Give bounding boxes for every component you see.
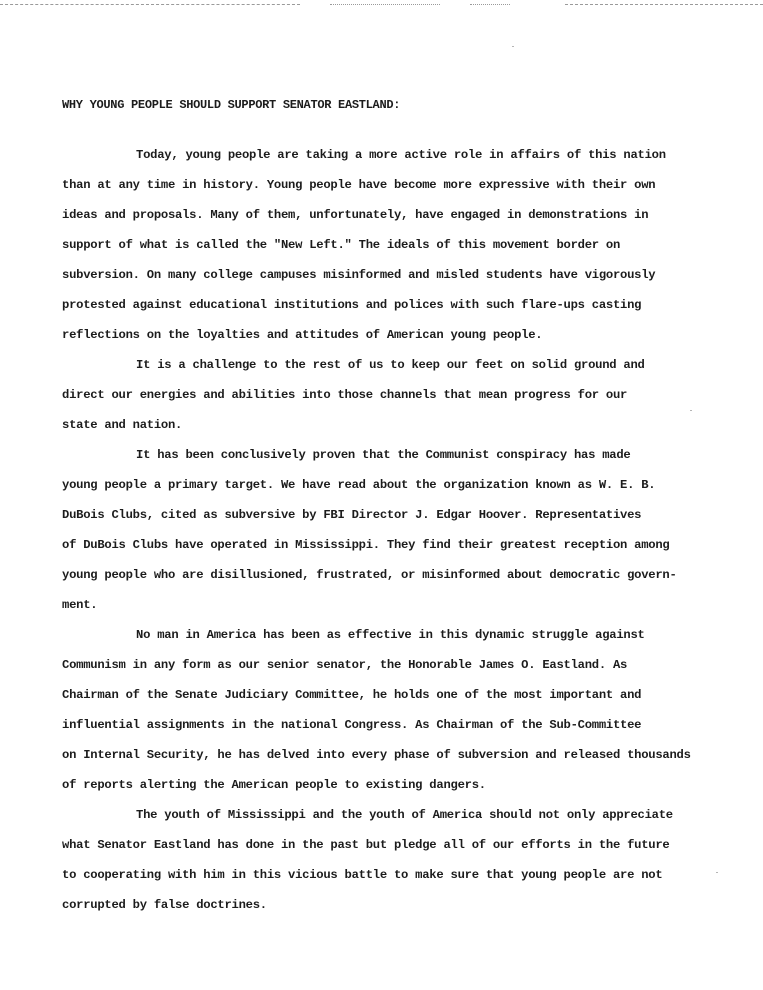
text-line: corrupted by false doctrines. — [62, 898, 267, 912]
text-line: No man in America has been as effective in this dynamic struggle against — [136, 628, 645, 642]
text-line: DuBois Clubs, cited as subversive by FBI Director J. Edgar Hoover. Representatives — [62, 508, 642, 522]
text-line: ideas and proposals. Many of them, unfortunately, have engaged in demonstrations in — [62, 208, 649, 222]
text-line: than at any time in history. Young people have become more expressive with their own — [62, 178, 656, 192]
document-title: WHY YOUNG PEOPLE SHOULD SUPPORT SENATOR EASTLAND: — [62, 98, 401, 112]
text-line: to cooperating with him in this vicious battle to make sure that young people are not — [62, 868, 663, 882]
text-line: It has been conclusively proven that the Communist conspiracy has made — [136, 448, 631, 462]
text-line: support of what is called the "New Left." The ideals of this movement border on — [62, 238, 621, 252]
text-line: of reports alerting the American people to existing dangers. — [62, 778, 486, 792]
text-line: protested against educational institutions and polices with such flare-ups casting — [62, 298, 642, 312]
text-line: on Internal Security, he has delved into every phase of subversion and released thousands — [62, 748, 691, 762]
text-line: what Senator Eastland has done in the past but pledge all of our efforts in the future — [62, 838, 670, 852]
text-line: The youth of Mississippi and the youth of America should not only appreciate — [136, 808, 673, 822]
paragraph-youth-pledge — [62, 800, 732, 920]
scan-edge-artifact — [470, 4, 510, 5]
text-line: subversion. On many college campuses misinformed and misled students have vigorously — [62, 268, 656, 282]
scan-edge-artifact — [565, 4, 763, 5]
text-line: young people a primary target. We have read about the organization known as W. E. B. — [62, 478, 656, 492]
text-line: reflections on the loyalties and attitudes of American young people. — [62, 328, 543, 342]
paragraph-communist-conspiracy — [62, 440, 732, 620]
text-line: Communism in any form as our senior senator, the Honorable James O. Eastland. As — [62, 658, 628, 672]
paragraph-young-people-role — [62, 140, 732, 350]
paragraph-challenge — [62, 350, 732, 440]
scan-edge-artifact — [330, 4, 440, 5]
text-line: ment. — [62, 598, 98, 612]
text-line: of DuBois Clubs have operated in Mississippi. They find their greatest reception among — [62, 538, 670, 552]
text-line: state and nation. — [62, 418, 183, 432]
document-body — [62, 140, 732, 920]
text-line: direct our energies and abilities into those channels that mean progress for our — [62, 388, 628, 402]
paragraph-senator-eastland — [62, 620, 732, 800]
text-line: Chairman of the Senate Judiciary Committee, he holds one of the most important and — [62, 688, 642, 702]
text-line: It is a challenge to the rest of us to keep our feet on solid ground and — [136, 358, 645, 372]
text-line: young people who are disillusioned, frustrated, or misinformed about democratic govern- — [62, 568, 677, 582]
scan-speck — [512, 46, 514, 47]
text-line: influential assignments in the national Congress. As Chairman of the Sub-Committee — [62, 718, 642, 732]
scan-edge-artifact — [0, 4, 300, 5]
text-line: Today, young people are taking a more active role in affairs of this nation — [136, 148, 666, 162]
